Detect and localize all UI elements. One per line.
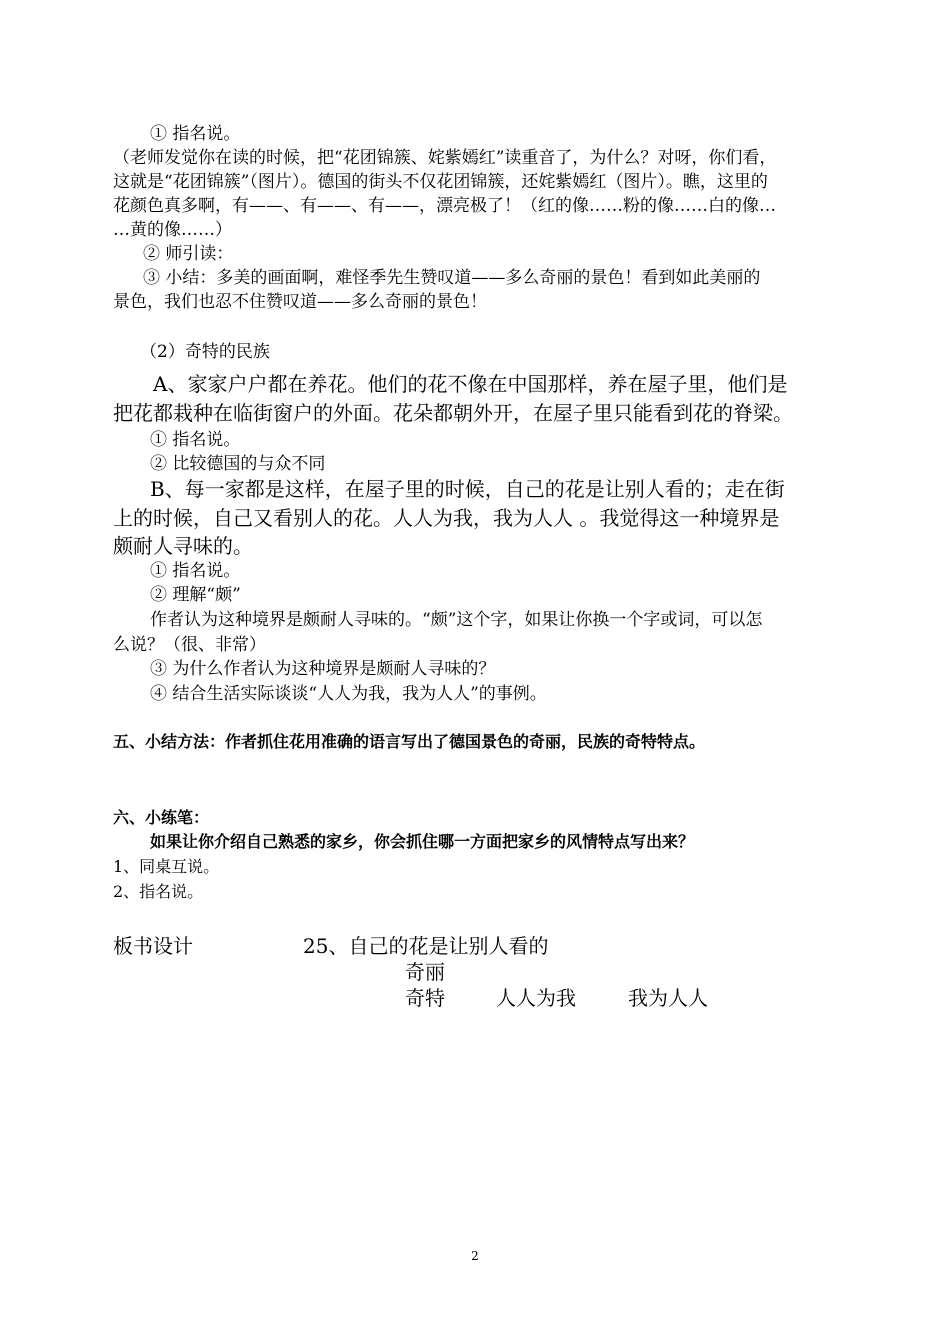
board-item: 奇特 bbox=[405, 986, 445, 1010]
section-heading: 六、小练笔： bbox=[113, 808, 210, 827]
step-example: ④ 结合生活实际谈谈“人人为我，我为人人”的事例。 bbox=[150, 684, 547, 704]
paragraph-line: B、每一家都是这样，在屋子里的时候，自己的花是让别人看的；走在街 bbox=[150, 477, 785, 501]
step-question: ③ 为什么作者认为这种境界是颇耐人寻味的？ bbox=[150, 659, 496, 679]
paragraph-line: 这就是“花团锦簇”（图片）。德国的街头不仅花团锦簇，还姹紫嫣红（图片）。瞧，这里的 bbox=[113, 172, 768, 192]
exercise-prompt: 如果让你介绍自己熟悉的家乡，你会抓住哪一方面把家乡的风情特点写出来？ bbox=[150, 832, 695, 851]
board-item: 我为人人 bbox=[628, 986, 708, 1010]
paragraph-line: 景色，我们也忍不住赞叹道——多么奇丽的景色！ bbox=[113, 292, 487, 312]
board-label: 板书设计 bbox=[113, 934, 193, 958]
paragraph-line: 颇耐人寻味的。 bbox=[113, 534, 253, 558]
paragraph-line: A、家家户户都在养花。他们的花不像在中国那样，养在屋子里，他们是 bbox=[153, 372, 788, 396]
paragraph-line: 上的时候，自己又看别人的花。人人为我，我为人人 。我觉得这一种境界是 bbox=[113, 506, 780, 530]
paragraph-line: 花颜色真多啊，有——、有——、有——，漂亮极了！（红的像……粉的像……白的像… bbox=[113, 196, 776, 216]
paragraph-line: 把花都栽种在临街窗户的外面。花朵都朝外开，在屋子里只能看到花的脊梁。 bbox=[113, 401, 793, 425]
step-summary: ③ 小结：多美的画面啊，难怪季先生赞叹道——多么奇丽的景色！看到如此美丽的 bbox=[143, 268, 761, 288]
step-point-out: ① 指名说。 bbox=[150, 430, 241, 450]
section-heading: 五、小结方法：作者抓住花用准确的语言写出了德国景色的奇丽，民族的奇特特点。 bbox=[113, 732, 706, 751]
board-item: 奇丽 bbox=[405, 960, 445, 984]
page-number: 2 bbox=[471, 1249, 479, 1263]
paragraph-line: （老师发觉你在读的时候，把“花团锦簇、姹紫嫣红”读重音了，为什么？对呀，你们看， bbox=[113, 148, 777, 168]
step-compare: ② 比较德国的与众不同 bbox=[150, 454, 326, 474]
list-item: 1、同桌互说。 bbox=[113, 857, 220, 876]
step-understand: ② 理解“颇” bbox=[150, 585, 241, 605]
step-point-out: ① 指名说。 bbox=[150, 124, 241, 144]
paragraph-line: 么说？（很、非常） bbox=[113, 635, 266, 655]
paragraph-line: …黄的像……） bbox=[113, 220, 232, 240]
step-point-out: ① 指名说。 bbox=[150, 561, 241, 581]
step-teacher-reading: ② 师引读： bbox=[143, 244, 234, 264]
paragraph-line: 作者认为这种境界是颇耐人寻味的。“颇”这个字，如果让你换一个字或词，可以怎 bbox=[150, 610, 763, 630]
board-title: 25、自己的花是让别人看的 bbox=[303, 934, 549, 958]
board-item: 人人为我 bbox=[496, 986, 576, 1010]
list-item: 2、指名说。 bbox=[113, 882, 204, 901]
subsection-heading: （2）奇特的民族 bbox=[140, 342, 270, 362]
